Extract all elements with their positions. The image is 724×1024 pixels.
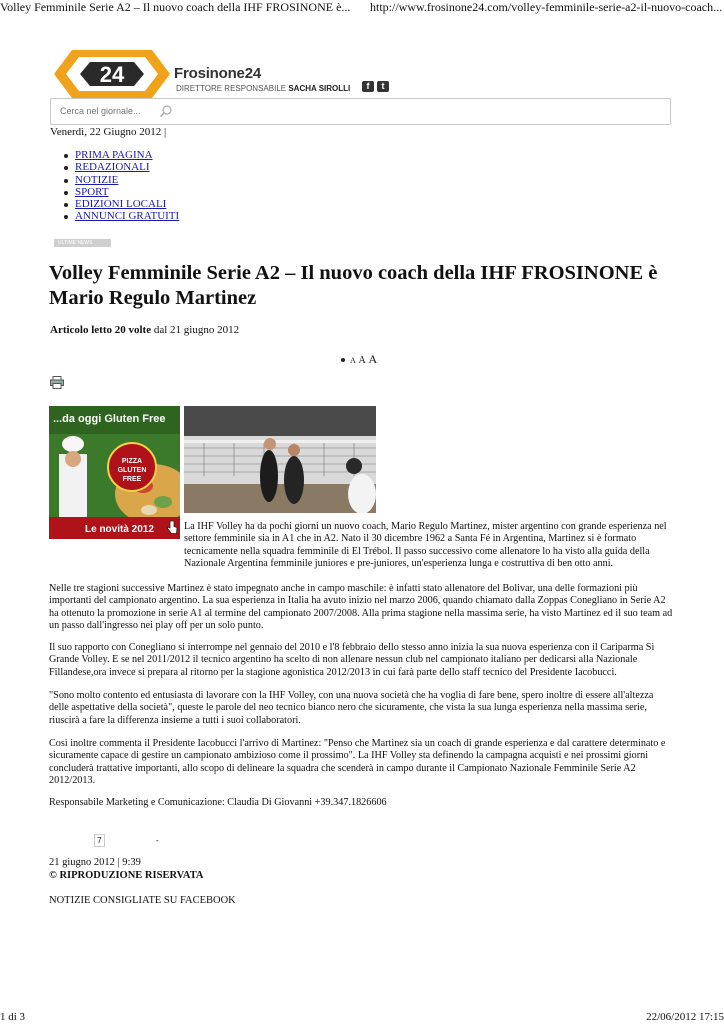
nav-link-notizie[interactable]: NOTIZIE <box>75 173 119 186</box>
nav-link-edizioni-locali[interactable]: EDIZIONI LOCALI <box>75 198 167 211</box>
share-separator: - <box>156 836 159 845</box>
article-paragraph: Nelle tre stagioni successive Martinez è stato impegnato anche in campo maschile: è infatti stato allenatore del Bolivar, una delle formazioni più importanti del campionato argentino. La sua esperienza in Italia ha avuto inizio nel marzo 2006, quando chiamato dalla Zoppas Conegliano in Serie A2 ha ottenuto la promozione in serie A1 al termine del campionato 2007/2008. Alla prima stagione nella massima serie, ha visto Martinez ed il suo team ad un passo dall'ingresso nei play off per un solo punto. <box>49 583 673 632</box>
article-paragraph: Il suo rapporto con Conegliano si interrompe nel gennaio del 2010 e l'8 febbraio dello stesso anno inizia la sua nuova esperienza con il Cariparma Si Grande Volley. E se nel 2011/2012 il tecnico argentino ha scelto di non allenare nessun club nel campionato italiano per dedicarsi alla Nazionale Fillandese,ora invece si prepara al ritorno per la stagione agonistica 2012/2013 in cui farà parte dello staff tecnico del Presidente Iacobucci. <box>49 642 655 678</box>
volleyball-photo-icon <box>184 406 376 513</box>
nav-item <box>58 161 179 173</box>
site-subtitle <box>176 84 350 93</box>
nav-item <box>58 149 179 161</box>
facebook-recommendations-heading: NOTIZIE CONSIGLIATE SU FACEBOOK <box>49 895 236 906</box>
nav-link-prima-pagina[interactable]: PRIMA PAGINA <box>75 149 153 161</box>
font-size-large[interactable]: A <box>368 352 378 366</box>
meta-date: dal 21 giugno 2012 <box>151 324 240 336</box>
search-input[interactable] <box>60 106 160 116</box>
nav-item <box>58 210 179 222</box>
twitter-icon[interactable]: t <box>377 81 389 92</box>
article-meta <box>50 324 239 336</box>
ad-title: ...da oggi Gluten Free <box>53 413 166 425</box>
rights-notice: © RIPRODUZIONE RISERVATA <box>49 870 204 881</box>
article-contact: Responsabile Marketing e Comunicazione: Claudia Di Giovanni +39.347.1826606 <box>49 797 387 808</box>
publish-timestamp: 21 giugno 2012 | 9:39 <box>49 857 141 868</box>
date-line: Venerdì, 22 Giugno 2012 | <box>50 126 167 138</box>
advertisement[interactable] <box>49 406 180 539</box>
ticker-label: ULTIME NEWS <box>54 239 111 247</box>
share-count[interactable]: 7 <box>94 834 105 847</box>
logo-24-icon <box>52 48 172 100</box>
font-size-medium[interactable]: A <box>358 355 366 366</box>
facebook-icon[interactable]: f <box>362 81 374 92</box>
font-size-small[interactable]: A <box>350 356 356 365</box>
main-nav <box>58 149 179 223</box>
nav-item <box>58 186 179 198</box>
nav-link-annunci-gratuiti[interactable]: ANNUNCI GRATUITI <box>75 210 180 223</box>
director-name: SACHA SIROLLI <box>288 84 351 93</box>
search-bar <box>50 98 671 125</box>
font-size-controls <box>341 352 377 367</box>
bullet-icon <box>341 358 345 362</box>
hand-cursor-icon <box>167 520 178 534</box>
site-name: Frosinone24 <box>174 65 261 82</box>
nav-link-sport[interactable]: SPORT <box>75 185 109 198</box>
logo-text: 24 <box>99 62 125 87</box>
print-page-number: 1 di 3 <box>0 1011 26 1023</box>
article-paragraph: La IHF Volley ha da pochi giorni un nuovo coach, Mario Regulo Martinez, mister argentino con grande esperienza nel settore femminile sia in A1 che in A2. Nato il 30 dicembre 1962 a Santa Fé in Argentina, Martinez si è formato tecnicamente nella squadra femminile di El Trébol. Il passo successivo come allenatore lo ha visto alla guida della Nazionale Argentina femminile juniores e pre-juniores, un'esperienza lunga e costruttiva di ben otto anni. <box>184 521 667 570</box>
nav-item <box>58 174 179 186</box>
nav-link-redazionali[interactable]: REDAZIONALI <box>75 161 150 174</box>
nav-item <box>58 198 179 210</box>
article-photo <box>184 406 376 513</box>
ad-stamp: PIZZA GLUTEN FREE <box>107 442 157 492</box>
print-timestamp: 22/06/2012 17:15 <box>646 1011 724 1023</box>
print-url: http://www.frosinone24.com/volley-femminile-serie-a2-il-nuovo-coach... <box>370 0 723 14</box>
article-paragraph: "Sono molto contento ed entusiasta di lavorare con la IHF Volley, con una nuova società che ha voglia di fare bene, spero inoltre di essere all'altezza delle aspettative della società", queste le parole del neo tecnico bianco nero che sicuramente, che vista la sua lunga esperienza nella massima serie, riuscirà a fare la differenza insieme a tutti i suoi collaboratori. <box>49 690 654 726</box>
printer-icon[interactable] <box>50 376 64 389</box>
subtitle-prefix: DIRETTORE RESPONSABILE <box>176 84 287 93</box>
article-title: Volley Femminile Serie A2 – Il nuovo coach della IHF FROSINONE è Mario Regulo Martinez <box>49 262 658 309</box>
ad-banner-text: Le novità 2012 <box>85 524 154 535</box>
article-paragraph: Così inoltre commenta il Presidente Iacobucci l'arrivo di Martinez: "Penso che Martinez sia un coach di grande esperienza e dal carattere determinato e sicuramente capace di gestire un campionato ambizioso come il prossimo". La IHF Volley sta definendo la campagna acquisti e nei prossimi giorni concluderà trattative importanti, allo scopo di delineare la squadra che scenderà in campo durante il Campionato Nazionale Femminile Serie A2 2012/2013. <box>49 738 666 787</box>
print-page-title: Volley Femminile Serie A2 – Il nuovo coach della IHF FROSINONE è... <box>0 0 351 14</box>
search-icon[interactable] <box>159 104 173 118</box>
read-count: Articolo letto 20 volte <box>50 324 152 336</box>
